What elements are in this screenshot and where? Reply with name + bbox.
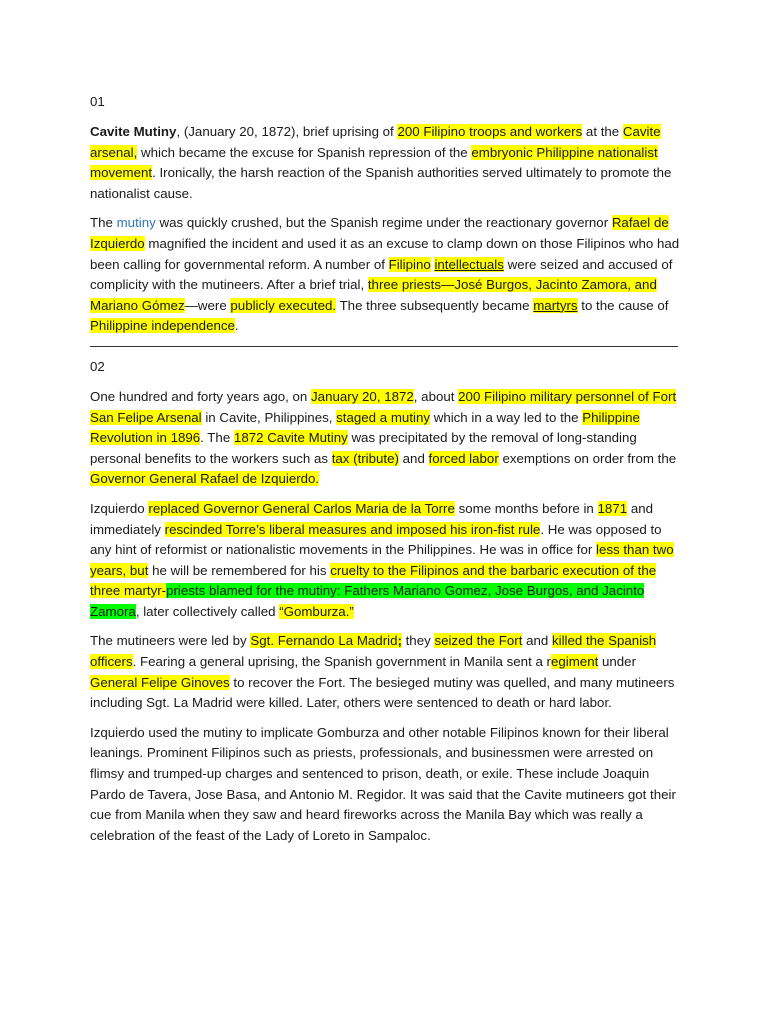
highlighted-text: ;	[397, 633, 402, 649]
paragraph	[90, 631, 680, 713]
section-01	[90, 92, 680, 337]
text-run: . The	[200, 430, 234, 446]
highlighted-text: Cavite arsenal,	[90, 124, 661, 160]
text-run: to the cause of	[577, 297, 669, 313]
highlighted-text: General Felipe Ginoves	[90, 674, 230, 690]
highlighted-text: “Gomburza.”	[279, 603, 354, 619]
text-run: , later collectively called	[135, 603, 280, 619]
text-run: which in a way led to the	[430, 409, 583, 425]
text-run: under	[598, 654, 636, 670]
highlighted-text: staged a mutiny	[336, 409, 431, 425]
text-run: in Cavite, Philippines,	[201, 409, 337, 425]
highlighted-text: 200 Filipino military personnel of Fort San Felipe Arsenal	[90, 388, 677, 425]
paragraph	[90, 213, 680, 337]
highlighted-text: replaced Governor General Carlos Maria de la Torre	[148, 500, 455, 516]
text-run: some months before in	[454, 500, 598, 516]
text-run: Izquierdo used the mutiny to implicate Gomburza and other notable Filipinos known for their liberal leanings. Prominent Filipinos such as priests, professionals, and businessmen were arrested on flimsy and trumped-up charges and sentenced to prison, death, or exile. These include Joaquin Pardo de Tavera, Jose Basa, and Antonio M. Regidor. It was said that the Cavite mutineers got their cue from Manila when they saw and heard fireworks across the Manila Bay which was really a celebration of the feast of the Lady of Loreto in Sampaloc.	[90, 724, 676, 843]
text-run: which became the excuse for Spanish repression of the	[137, 144, 472, 160]
highlighted-text: embryonic Philippine nationalist movement	[90, 144, 658, 181]
paragraph	[90, 499, 680, 623]
document-body	[90, 92, 680, 855]
text-run: . Fearing a general uprising, the Spanish government in Manila sent a r	[132, 654, 551, 670]
highlighted-text: Governor General Rafael de Izquierdo.	[90, 471, 320, 487]
text-run: and	[398, 450, 429, 466]
text-run: at the	[582, 124, 623, 139]
highlighted-text: Sgt. Fernando La Madrid	[250, 633, 398, 649]
text-run: was quickly crushed, but the Spanish regime under the reactionary governor	[155, 215, 612, 231]
highlighted-text: Cavite Mutiny	[90, 124, 177, 139]
highlighted-text: killed the Spanish officers	[90, 633, 657, 670]
text-run: , about	[413, 388, 459, 404]
text-run: . Ironically, the harsh reaction of the Spanish authorities served ultimately to promote the nationalist cause.	[90, 165, 672, 201]
paragraph	[90, 387, 680, 490]
section-divider	[90, 346, 678, 347]
text-run: —were	[184, 297, 231, 313]
highlighted-text: 1872 Cavite Mutiny	[233, 430, 348, 446]
text-run: and	[522, 633, 552, 649]
text-run: The three subsequently became	[336, 297, 534, 313]
paragraph	[90, 122, 680, 204]
paragraph	[90, 723, 680, 847]
text-run: magnified the incident and used it as an excuse to clamp down on those Filipinos who had been calling for governmental reform. A number of	[90, 235, 680, 272]
section-02	[90, 357, 680, 846]
text-run: and immediately	[90, 500, 654, 537]
highlighted-text: three priests—José Burgos, Jacinto Zamora, and Mariano Gómez	[90, 277, 657, 313]
highlighted-text: priests blamed for the mutiny: Fathers Mariano Gomez, Jose Burgos, and Jacinto Zamora	[90, 583, 645, 619]
text-run: they	[401, 633, 435, 649]
text-run: , (January 20, 1872), brief uprising of	[176, 124, 398, 139]
text-run: Izquierdo	[90, 500, 149, 516]
section-number: 02	[90, 358, 105, 374]
text-run: .	[234, 318, 239, 334]
highlighted-text: martyrs	[533, 297, 578, 313]
highlighted-text: Filipino	[388, 256, 431, 272]
text-run: he will be remembered for his	[148, 562, 331, 578]
text-run: were seized and accused of complicity with the mutineers. After a brief trial,	[90, 256, 673, 293]
text-run: was precipitated by the removal of long-standing personal benefits to the workers such as	[90, 430, 637, 466]
highlighted-text: egiment	[550, 654, 599, 670]
text-run: The mutineers were led by	[90, 633, 251, 649]
text-run: The	[90, 215, 117, 231]
highlighted-text: forced labor	[428, 450, 499, 466]
highlighted-text: cruelty to the Filipinos and the barbaric execution of the three martyr-	[90, 562, 657, 599]
highlighted-text: 200 Filipino troops and workers	[397, 124, 583, 139]
text-run: . He was opposed to any hint of reformist or nationalistic movements in the Philippines. He was in office for	[90, 521, 662, 558]
highlighted-text: intellectuals	[434, 256, 504, 272]
highlighted-text: seized the Fort	[434, 633, 523, 649]
highlighted-text: publicly executed.	[230, 297, 337, 313]
highlighted-text: less than two years, but	[90, 542, 674, 578]
highlighted-text: tax (tribute)	[331, 450, 399, 466]
highlighted-text: January 20, 1872	[311, 388, 414, 404]
highlighted-text: Rafael de Izquierdo	[90, 215, 669, 251]
highlighted-text: Philippine independence	[90, 318, 235, 334]
highlighted-text: Philippine Revolution in 1896	[90, 409, 640, 446]
section-number: 01	[90, 94, 105, 109]
highlighted-text: rescinded Torre’s liberal measures and imposed his iron-fist rule	[164, 521, 541, 537]
text-run: to recover the Fort. The besieged mutiny was quelled, and many mutineers including Sgt. La Madrid were killed. Later, others were sentenced to death or hard labor.	[90, 674, 675, 711]
highlighted-text: 1871	[597, 500, 628, 516]
highlighted-text: mutiny	[116, 215, 156, 231]
text-run: exemptions on order from the	[498, 450, 677, 466]
text-run: One hundred and forty years ago, on	[90, 388, 312, 404]
